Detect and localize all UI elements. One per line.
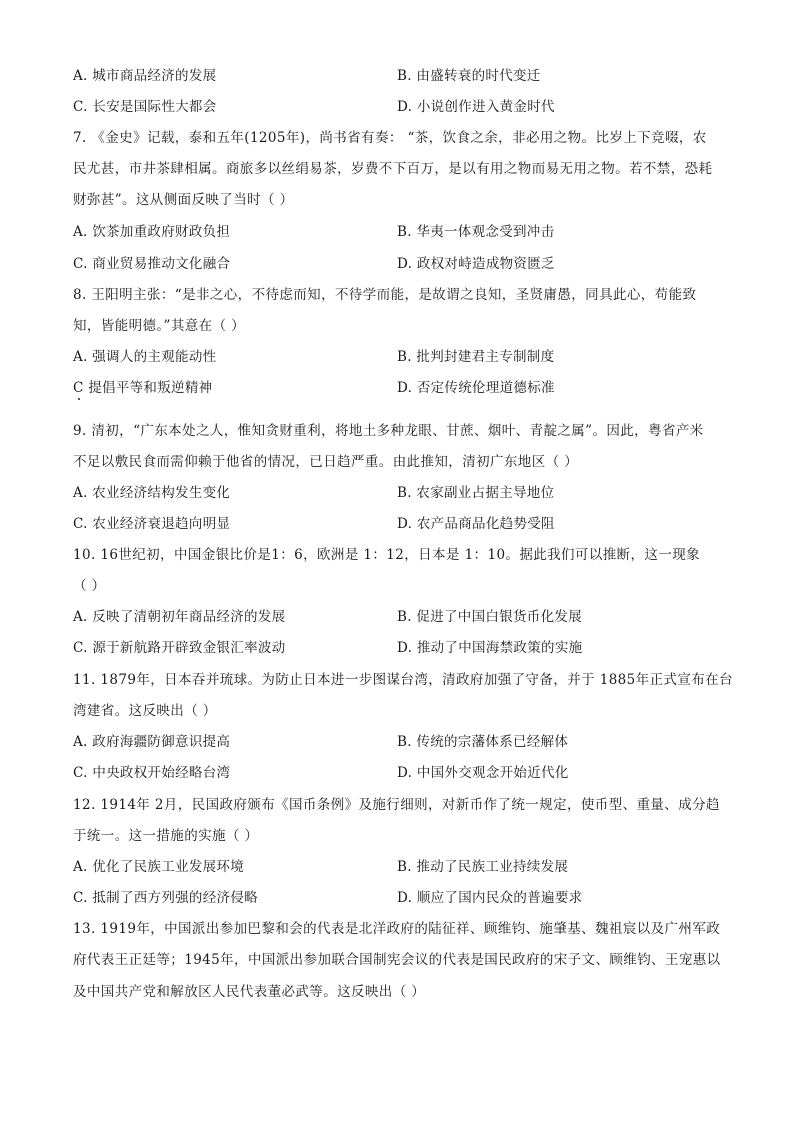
q9-option-c[interactable]: C. 农业经济衰退趋向明显 — [73, 516, 231, 532]
q9-stem-line-1: 9. 清初，“广东本处之人，惟知贪财重利，将地土多种龙眼、甘蔗、烟叶、青靛之属”。因此，粤省产米 — [73, 423, 704, 439]
q7-option-a[interactable]: A. 饮茶加重政府财政负担 — [73, 224, 231, 240]
q8-option-b[interactable]: B. 批判封建君主专制制度 — [397, 349, 555, 365]
q6-option-a[interactable]: A. 城市商品经济的发展 — [73, 68, 217, 84]
q6-option-b[interactable]: B. 由盛转衰的时代变迁 — [397, 68, 541, 84]
q7-stem-line-3: 财弥甚”。这从侧面反映了当时（ ） — [73, 192, 294, 208]
q7-option-c[interactable]: C. 商业贸易推动文化融合 — [73, 256, 231, 272]
q10-stem-line-1: 10. 16世纪初，中国金银比价是1：6，欧洲是 1：12，日本是 1：10。据此我们可以推断，这一现象 — [73, 547, 701, 563]
q11-option-c[interactable]: C. 中央政权开始经略台湾 — [73, 765, 231, 781]
q11-stem-line-2: 湾建省。这反映出（ ） — [73, 703, 217, 719]
q12-stem-line-1: 12. 1914年 2月，民国政府颁布《国币条例》及施行细则，对新币作了统一规定，使币型、重量、成分趋 — [73, 797, 720, 813]
q11-option-a[interactable]: A. 政府海疆防御意识提高 — [73, 734, 231, 750]
q13-stem-line-2: 府代表王正廷等；1945年，中国派出参加联合国制宪会议的代表是国民政府的宋子文、顾维钧、王宠惠以 — [73, 952, 721, 968]
q6-option-c[interactable]: C. 长安是国际性大都会 — [73, 99, 217, 115]
stray-dot-mark — [78, 398, 80, 400]
q12-stem-line-2: 于统一。这一措施的实施（ ） — [73, 828, 259, 844]
q10-option-b[interactable]: B. 促进了中国白银货币化发展 — [397, 609, 583, 625]
q9-option-d[interactable]: D. 农产品商品化趋势受阻 — [397, 516, 555, 532]
q10-option-c[interactable]: C. 源于新航路开辟致金银汇率波动 — [73, 640, 286, 656]
q7-stem-line-2: 民尤甚，市井茶肆相属。商旅多以丝绢易茶，岁费不下百万，是以有用之物而易无用之物。若不禁，恐耗 — [73, 161, 713, 177]
q10-option-d[interactable]: D. 推动了中国海禁政策的实施 — [397, 640, 583, 656]
q11-option-b[interactable]: B. 传统的宗藩体系已经解体 — [397, 734, 569, 750]
q10-stem-line-2: （ ） — [73, 578, 106, 594]
q12-option-b[interactable]: B. 推动了民族工业持续发展 — [397, 859, 569, 875]
q8-option-a[interactable]: A. 强调人的主观能动性 — [73, 349, 217, 365]
q8-stem-line-1: 8. 王阳明主张：“是非之心，不待虑而知，不待学而能，是故谓之良知，圣贤庸愚，同具此心，苟能致 — [73, 287, 697, 303]
q7-option-d[interactable]: D. 政权对峙造成物资匮乏 — [397, 256, 555, 272]
q7-option-b[interactable]: B. 华夷一体观念受到冲击 — [397, 224, 555, 240]
q10-option-a[interactable]: A. 反映了清朝初年商品经济的发展 — [73, 609, 286, 625]
q9-stem-line-2: 不足以敷民食而需仰赖于他省的情况，已日趋严重。由此推知，清初广东地区（ ） — [73, 454, 579, 470]
q12-option-a[interactable]: A. 优化了民族工业发展环境 — [73, 859, 245, 875]
q8-stem-line-2: 知，皆能明德。”其意在（ ） — [73, 318, 246, 334]
q6-option-d[interactable]: D. 小说创作进入黄金时代 — [397, 99, 555, 115]
q12-option-c[interactable]: C. 抵制了西方列强的经济侵略 — [73, 890, 258, 906]
q13-stem-line-1: 13. 1919年，中国派出参加巴黎和会的代表是北洋政府的陆征祥、顾维钧、施肇基、魏祖宸以及广州军政 — [73, 921, 721, 937]
q11-stem-line-1: 11. 1879年，日本吞并琉球。为防止日本进一步图谋台湾，清政府加强了守备，并于 1885年正式宣布在台 — [73, 672, 733, 688]
q9-option-b[interactable]: B. 农家副业占据主导地位 — [397, 485, 555, 501]
q9-option-a[interactable]: A. 农业经济结构发生变化 — [73, 485, 231, 501]
q13-stem-line-3: 及中国共产党和解放区人民代表董必武等。这反映出（ ） — [73, 984, 426, 1000]
q7-stem-line-1: 7. 《金史》记载，泰和五年(1205年)，尚书省有奏： “茶，饮食之余，非必用之物。比岁上下竞啜，农 — [73, 130, 707, 146]
q8-option-c[interactable]: C 提倡平等和叛逆精神 — [73, 380, 213, 396]
q8-option-d[interactable]: D. 否定传统伦理道德标准 — [397, 380, 555, 396]
q12-option-d[interactable]: D. 顺应了国内民众的普遍要求 — [397, 890, 583, 906]
q11-option-d[interactable]: D. 中国外交观念开始近代化 — [397, 765, 569, 781]
